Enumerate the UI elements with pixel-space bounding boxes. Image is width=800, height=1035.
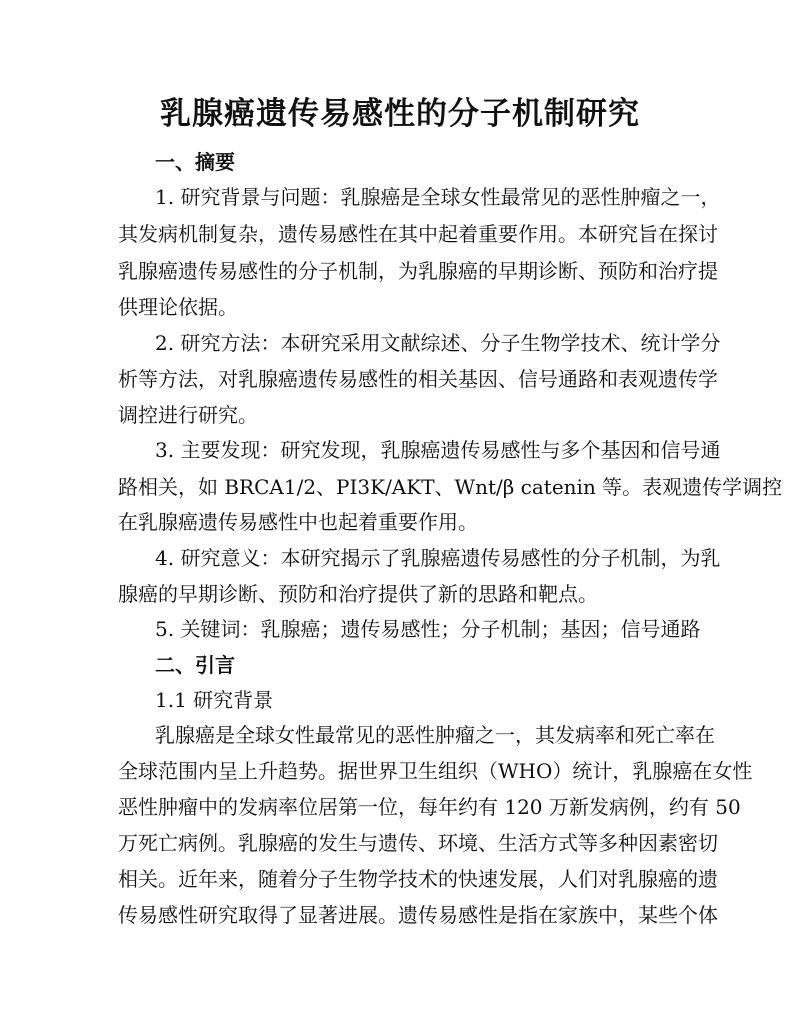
paragraph-line: 腺癌的早期诊断、预防和治疗提供了新的思路和靶点。 xyxy=(118,582,598,606)
paragraph-line: 在乳腺癌遗传易感性中也起着重要作用。 xyxy=(118,510,478,534)
paragraph-line: 全球范围内呈上升趋势。据世界卫生组织（WHO）统计，乳腺癌在女性 xyxy=(118,759,753,783)
paragraph-line: 相关。近年来，随着分子生物学技术的快速发展，人们对乳腺癌的遗 xyxy=(118,867,718,891)
paragraph-line: 供理论依据。 xyxy=(118,295,238,319)
paragraph-line: 乳腺癌是全球女性最常见的恶性肿瘤之一，其发病率和死亡率在 xyxy=(155,723,715,747)
paragraph-line: 路相关，如 BRCA1/2、PI3K/AKT、Wnt/β catenin 等。表观遗传学调控 xyxy=(118,475,783,499)
paragraph-line: 传易感性研究取得了显著进展。遗传易感性是指在家族中，某些个体 xyxy=(118,903,718,927)
subsection-heading: 1.1 研究背景 xyxy=(155,688,274,712)
paragraph-line: 4. 研究意义：本研究揭示了乳腺癌遗传易感性的分子机制，为乳 xyxy=(155,546,721,570)
paragraph-line: 其发病机制复杂，遗传易感性在其中起着重要作用。本研究旨在探讨 xyxy=(118,222,718,246)
paragraph-line: 析等方法，对乳腺癌遗传易感性的相关基因、信号通路和表观遗传学 xyxy=(118,367,718,391)
paragraph-line: 2. 研究方法：本研究采用文献综述、分子生物学技术、统计学分 xyxy=(155,331,721,355)
paragraph-line: 5. 关键词：乳腺癌；遗传易感性；分子机制；基因；信号通路 xyxy=(155,617,701,641)
paragraph-line: 调控进行研究。 xyxy=(118,403,258,427)
section-heading-abstract: 一、摘要 xyxy=(155,150,235,174)
paragraph-line: 1. 研究背景与问题：乳腺癌是全球女性最常见的恶性肿瘤之一， xyxy=(155,185,721,209)
paragraph-line: 恶性肿瘤中的发病率位居第一位，每年约有 120 万新发病例，约有 50 xyxy=(118,795,741,819)
section-heading-introduction: 二、引言 xyxy=(155,653,235,677)
paragraph-line: 乳腺癌遗传易感性的分子机制，为乳腺癌的早期诊断、预防和治疗提 xyxy=(118,259,718,283)
paragraph-line: 3. 主要发现：研究发现，乳腺癌遗传易感性与多个基因和信号通 xyxy=(155,438,721,462)
document-title: 乳腺癌遗传易感性的分子机制研究 xyxy=(160,96,640,132)
paragraph-line: 万死亡病例。乳腺癌的发生与遗传、环境、生活方式等多种因素密切 xyxy=(118,831,718,855)
